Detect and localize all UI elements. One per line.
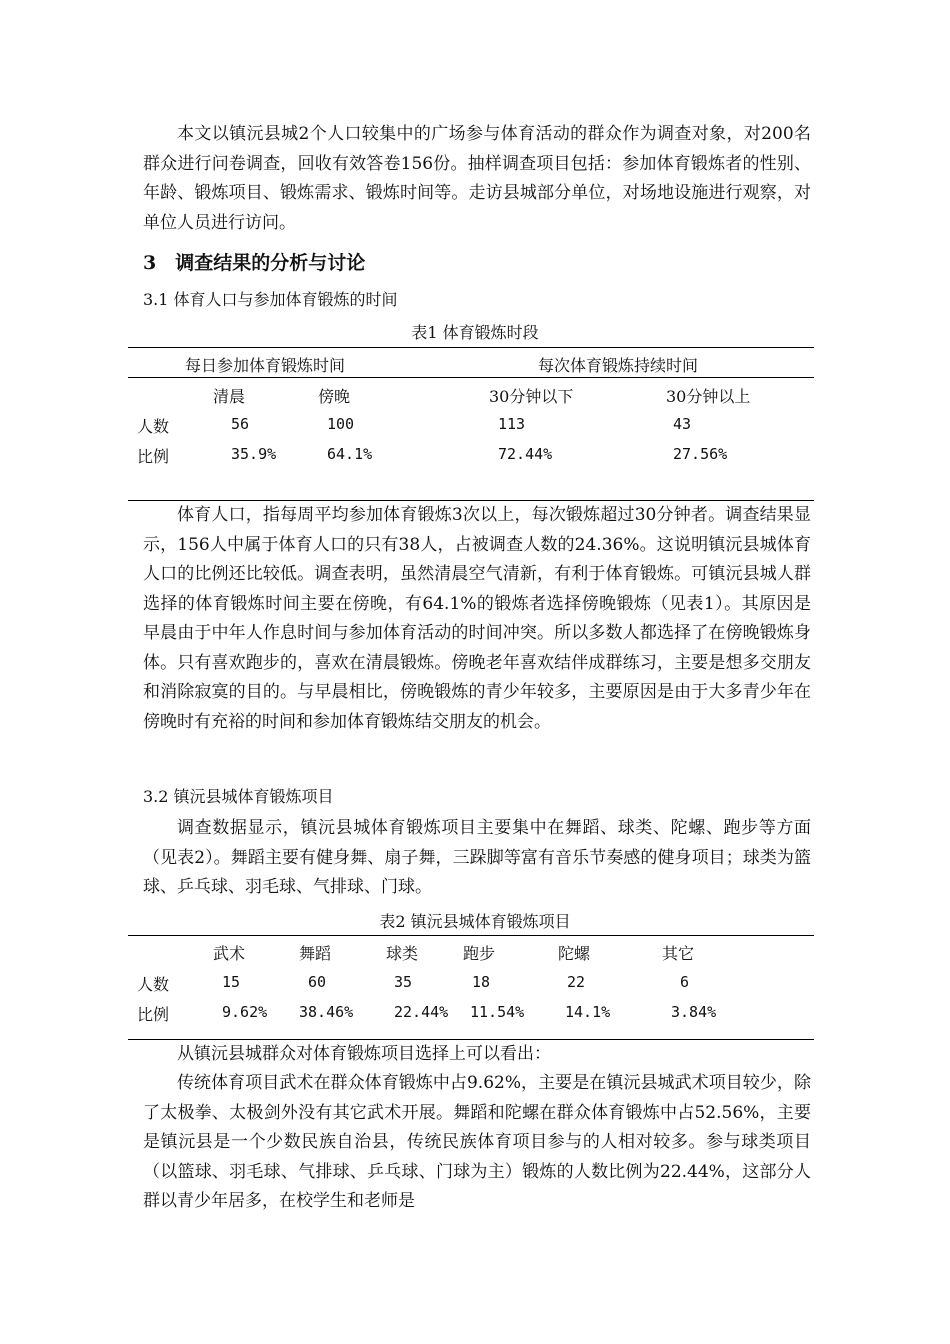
table2-header: 其它 [662, 944, 695, 963]
table2-header: 跑步 [463, 944, 496, 963]
table2-row-count-label: 人数 [137, 975, 170, 994]
paragraph-wushu: 传统体育项目武术在群众体育锻炼中占9.62%，主要是在镇沅县城武术项目较少，除了太极拳、太极剑外没有其它武术开展。舞蹈和陀螺在群众体育锻炼中占52.56%，主要是镇沅县是一个少数民族自治县，传统民族体育项目参与的人相对较多。参与球类项目（以篮球、羽毛球、气排球、乒乓球、门球为主）锻炼的人数比例为22.44%，这部分人群以青少年居多，在校学生和老师是 [143, 1073, 811, 1211]
table2-cell: 60 [308, 973, 327, 991]
table2-caption: 表2 镇沅县城体育锻炼项目 [379, 912, 571, 931]
table1-cell: 100 [327, 415, 355, 433]
table1-cell: 113 [498, 415, 526, 433]
table2-cell: 6 [680, 973, 690, 991]
intro-paragraph: 本文以镇沅县城2个人口较集中的广场参与体育活动的群众作为调查对象，对200名群众进行问卷调查，回收有效答卷156份。抽样调查项目包括：参加体育锻炼者的性别、年龄、锻炼项目、锻炼需求、锻炼时间等。走访县城部分单位，对场地设施进行观察，对单位人员进行访问。 [143, 124, 811, 233]
table1-col-dusk: 傍晚 [318, 387, 351, 406]
table2-row-ratio-label: 比例 [137, 1005, 170, 1024]
table1-cell: 35.9% [231, 445, 277, 463]
paragraph-survey-data: 调查数据显示，镇沅县城体育锻炼项目主要集中在舞蹈、球类、陀螺、跑步等方面（见表2）。舞蹈主要有健身舞、扇子舞，三跺脚等富有音乐节奏感的健身项目；球类为篮球、乒乓球、羽毛球、气排球、门球。 [143, 818, 811, 897]
table2-cell: 11.54% [470, 1003, 525, 1021]
table2-cell: 14.1% [565, 1003, 611, 1021]
table1-top-rule [128, 347, 814, 348]
table1-cell: 72.44% [498, 445, 553, 463]
table1-row-ratio-label: 比例 [137, 447, 170, 466]
section-3-2-heading: 3.2 镇沅县城体育锻炼项目 [143, 787, 334, 806]
table2-header: 舞蹈 [299, 944, 332, 963]
table2-header: 球类 [386, 944, 419, 963]
table1-cell: 43 [673, 415, 692, 433]
table1-caption: 表1 体育锻炼时段 [411, 323, 539, 342]
table2-cell: 22.44% [394, 1003, 449, 1021]
table2-cell: 35 [394, 973, 413, 991]
table2-cell: 38.46% [299, 1003, 354, 1021]
paragraph-conclusion-intro: 从镇沅县城群众对体育锻炼项目选择上可以看出： [177, 1044, 551, 1064]
table1-col-dawn: 清晨 [213, 387, 246, 406]
table1-group2-header: 每次体育锻炼持续时间 [538, 356, 699, 375]
section-3-heading: 3 调查结果的分析与讨论 [143, 252, 366, 274]
table1-cell: 56 [231, 415, 250, 433]
table2-cell: 3.84% [671, 1003, 717, 1021]
table2-cell: 18 [472, 973, 491, 991]
table2-cell: 22 [567, 973, 586, 991]
table2-header: 陀螺 [558, 944, 591, 963]
table2-header: 武术 [213, 944, 246, 963]
table1-cell: 64.1% [327, 445, 373, 463]
table2-cell: 15 [222, 973, 241, 991]
table1-header-rule [128, 377, 814, 378]
table1-col-over30: 30分钟以上 [666, 387, 751, 406]
table2-cell: 9.62% [222, 1003, 268, 1021]
table1-cell: 27.56% [673, 445, 728, 463]
paragraph-sports-population: 体育人口，指每周平均参加体育锻炼3次以上，每次锻炼超过30分钟者。调查结果显示，156人中属于体育人口的只有38人，占被调查人数的24.36%。这说明镇沅县城体育人口的比例还比较低。调查表明，虽然清晨空气清新，有利于体育锻炼。可镇沅县城人群选择的体育锻炼时间主要在傍晚，有64.1%的锻炼者选择傍晚锻炼（见表1）。其原因是早晨由于中年人作息时间与参加体育活动的时间冲突。所以多数人都选择了在傍晚锻炼身体。只有喜欢跑步的，喜欢在清晨锻炼。傍晚老年喜欢结伴成群练习，主要是想多交朋友和消除寂寞的目的。与早晨相比，傍晚锻炼的青少年较多，主要原因是由于大多青少年在傍晚时有充裕的时间和参加体育锻炼结交朋友的机会。 [143, 505, 811, 732]
table1-row-count-label: 人数 [137, 417, 170, 436]
table1-group1-header: 每日参加体育锻炼时间 [185, 356, 346, 375]
table1-col-under30: 30分钟以下 [489, 387, 574, 406]
table2-top-rule [128, 935, 814, 936]
section-3-1-heading: 3.1 体育人口与参加体育锻炼的时间 [143, 290, 398, 309]
